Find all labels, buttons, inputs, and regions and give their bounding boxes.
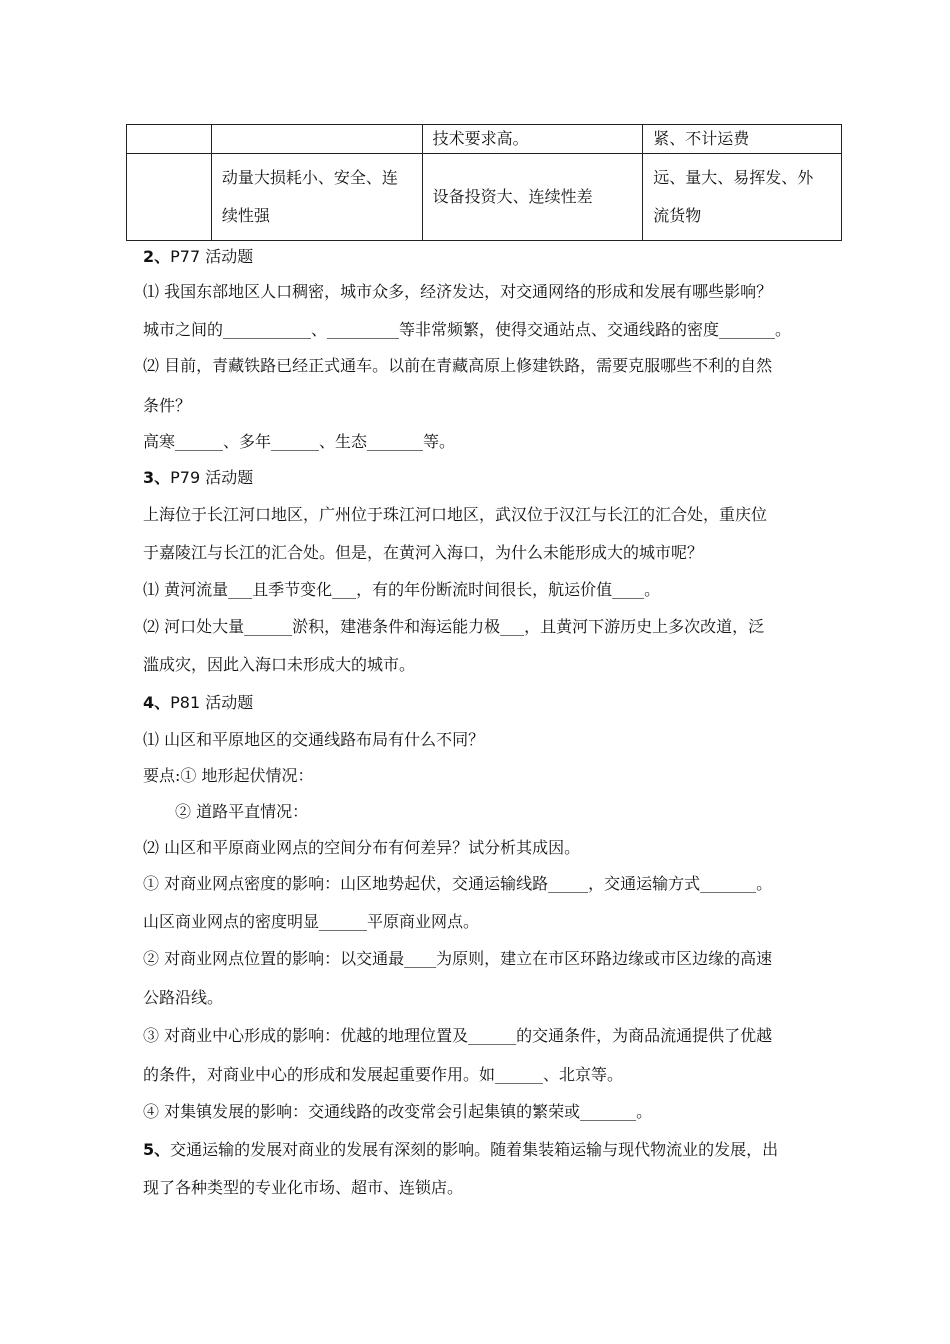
- line-text: 于嘉陵江与长江的汇合处。但是，在黄河入海口，为什么未能形成大的城市呢？: [143, 543, 704, 562]
- text-line: [143, 1026, 772, 1046]
- text-line: [143, 432, 455, 452]
- text-line: [143, 730, 484, 750]
- line-text: ⑵ 目前，青藏铁路已经正式通车。以前在青藏高原上修建铁路，需要克服哪些不利的自然: [143, 356, 773, 375]
- line-text: 高寒______、多年______、生态_______等。: [143, 432, 456, 451]
- cell-line: 动量大损耗小、安全、连: [221, 168, 398, 187]
- line-text: 山区商业网点的密度明显______平原商业网点。: [143, 912, 480, 931]
- text-line: [143, 1102, 652, 1122]
- text-line: [143, 356, 772, 376]
- table-cell: [211, 125, 422, 154]
- line-text: P77 活动题: [170, 247, 254, 266]
- section-number: 5、: [143, 1140, 171, 1159]
- line-text: P79 活动题: [170, 468, 254, 487]
- table-row: [127, 125, 842, 154]
- text-line: [143, 320, 791, 340]
- line-text: 现了各种类型的专业化市场、超市、连锁店。: [143, 1178, 464, 1197]
- text-line: [143, 655, 415, 675]
- section-number: 3、: [143, 468, 171, 487]
- cell-line: 远、量大、易挥发、外: [653, 168, 814, 187]
- text-line: [143, 949, 772, 969]
- text-line: [143, 617, 764, 637]
- line-text: ④ 对集镇发展的影响：交通线路的改变常会引起集镇的繁荣或_______。: [143, 1102, 653, 1121]
- line-text: P81 活动题: [170, 693, 254, 712]
- text-line: [143, 1178, 463, 1198]
- line-text: ② 道路平直情况：: [175, 802, 309, 821]
- section-number: 4、: [143, 693, 171, 712]
- text-line: [143, 838, 580, 858]
- text-line: [175, 802, 308, 822]
- line-text: 的条件，对商业中心的形成和发展起重要作用。如______、北京等。: [143, 1065, 624, 1084]
- text-line: [143, 396, 191, 416]
- text-line: [143, 282, 772, 302]
- text-line: [143, 1065, 623, 1085]
- line-text: ① 对商业网点密度的影响：山区地势起伏，交通运输线路_____，交通运输方式_______。: [143, 874, 773, 893]
- table-cell: [127, 154, 212, 241]
- section-heading: [143, 693, 253, 713]
- table-cell: 技术要求高。: [422, 125, 643, 154]
- line-text: ⑴ 我国东部地区人口稠密，城市众多，经济发达，对交通网络的形成和发展有哪些影响？: [143, 282, 773, 301]
- cell-line: 流货物: [653, 206, 702, 225]
- line-text: 上海位于长江河口地区，广州位于珠江河口地区，武汉位于汉江与长江的汇合处，重庆位: [143, 505, 768, 524]
- line-text: ⑴ 黄河流量___且季节变化___，有的年份断流时间很长，航运价值____。: [143, 580, 661, 599]
- text-line: [143, 912, 479, 932]
- text-line: [143, 543, 703, 563]
- table-cell: [127, 125, 212, 154]
- line-text: 条件？: [143, 396, 192, 415]
- section-heading: [143, 247, 253, 267]
- transport-comparison-table: [126, 124, 842, 241]
- table-row: [127, 154, 842, 241]
- line-text: 交通运输的发展对商业的发展有深刻的影响。随着集装箱运输与现代物流业的发展，出: [170, 1140, 779, 1159]
- line-text: 城市之间的___________、_________等非常频繁，使得交通站点、交通线路的密度_______。: [143, 320, 792, 339]
- line-text: ⑴ 山区和平原地区的交通线路布局有什么不同？: [143, 730, 485, 749]
- text-line: [143, 766, 313, 786]
- section-heading: [143, 468, 253, 488]
- line-text: 要点:① 地形起伏情况：: [143, 766, 314, 785]
- line-text: ② 对商业网点位置的影响：以交通最____为原则，建立在市区环路边缘或市区边缘的高速: [143, 949, 773, 968]
- table-cell: 设备投资大、连续性差: [422, 154, 643, 241]
- table-cell: [643, 154, 842, 241]
- line-text: 公路沿线。: [143, 988, 224, 1007]
- table-cell: [211, 154, 422, 241]
- cell-line: 续性强: [221, 206, 270, 225]
- text-line: [143, 505, 767, 525]
- section-heading: [143, 1140, 778, 1160]
- line-text: ⑵ 河口处大量______淤积，建港条件和海运能力极___，且黄河下游历史上多次改道，泛: [143, 617, 765, 636]
- text-line: [143, 580, 660, 600]
- line-text: ⑵ 山区和平原商业网点的空间分布有何差异？试分析其成因。: [143, 838, 581, 857]
- line-text: 滥成灾，因此入海口未形成大的城市。: [143, 655, 416, 674]
- table-cell: 紧、不计运费: [643, 125, 842, 154]
- text-line: [143, 988, 223, 1008]
- text-line: [143, 874, 772, 894]
- line-text: ③ 对商业中心形成的影响：优越的地理位置及______的交通条件，为商品流通提供了优越: [143, 1026, 773, 1045]
- section-number: 2、: [143, 247, 171, 266]
